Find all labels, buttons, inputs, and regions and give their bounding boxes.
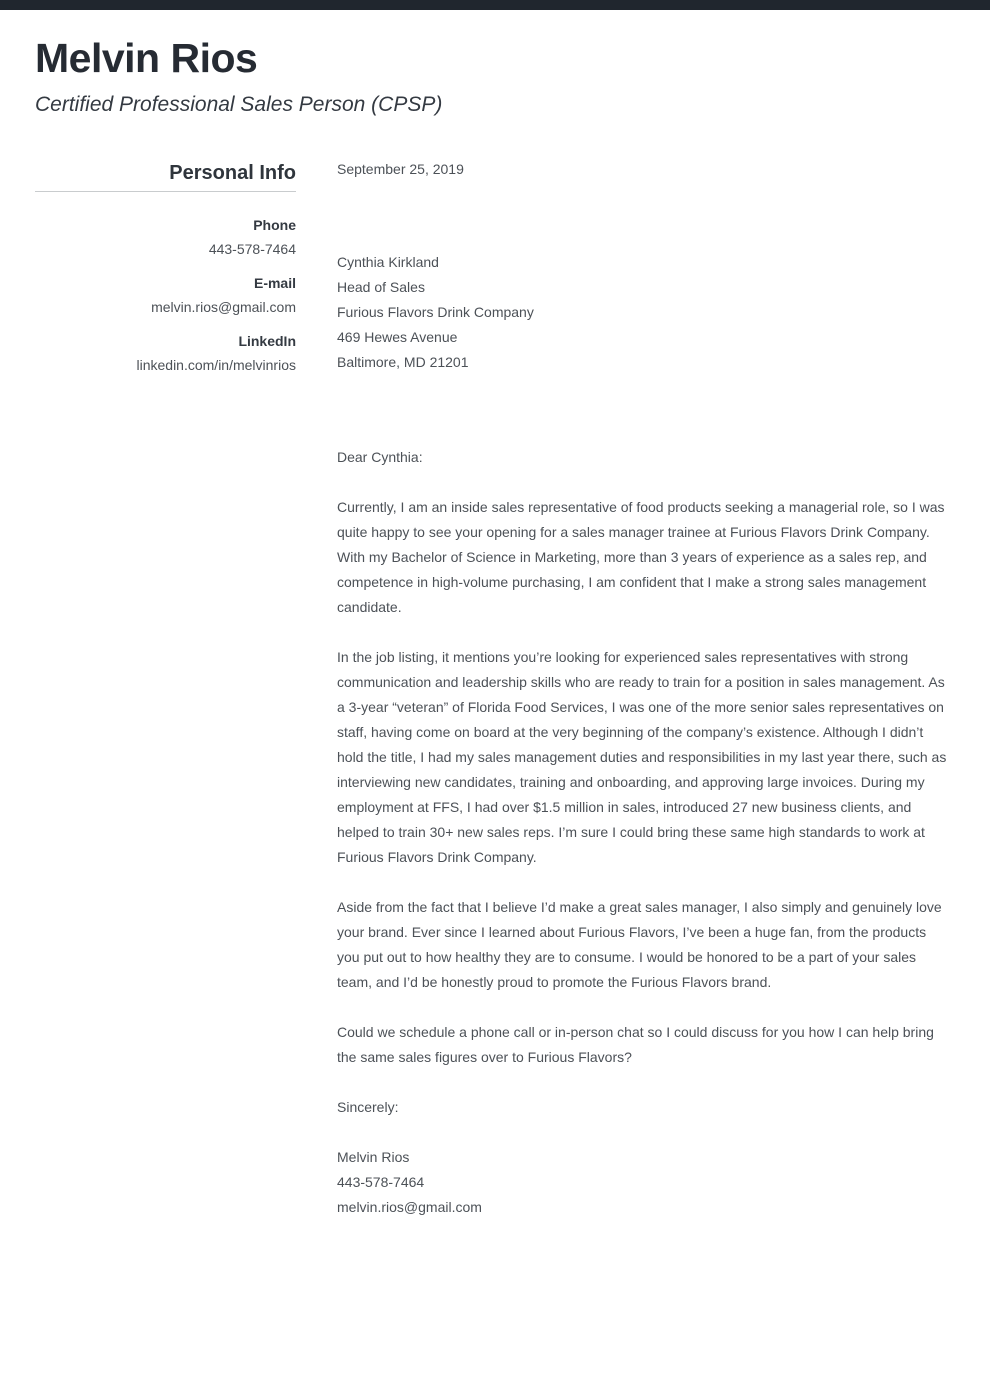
signature-email: melvin.rios@gmail.com <box>337 1199 482 1215</box>
email-label: E-mail <box>253 275 296 291</box>
letter-date: September 25, 2019 <box>337 161 464 177</box>
paragraph-3: Aside from the fact that I believe I’d make a great sales manager, I also simply and genuinely love your brand. Ever since I learned about Furious Flavors, I’ve been a huge fan, from the products you put out to how healthy they are to consume. I would be honored to be a part of your sales team, and I’d be honestly proud to promote the Furious Flavors brand. <box>337 899 942 990</box>
recipient-city: Baltimore, MD 21201 <box>337 354 469 370</box>
info-group-linkedin <box>35 329 296 377</box>
info-group-email <box>35 271 296 319</box>
recipient-name: Cynthia Kirkland <box>337 254 439 270</box>
applicant-name: Melvin Rios <box>35 35 258 81</box>
phone-value: 443-578-7464 <box>208 241 296 257</box>
recipient-company: Furious Flavors Drink Company <box>337 304 534 320</box>
letter-body <box>337 157 952 1220</box>
sidebar-heading: Personal Info <box>35 161 296 192</box>
paragraph-4: Could we schedule a phone call or in-person chat so I could discuss for you how I can help bring the same sales figures over to Furious Flavors? <box>337 1024 934 1065</box>
signature-block <box>337 1145 952 1220</box>
signature-name: Melvin Rios <box>337 1149 410 1165</box>
personal-info-sidebar <box>35 161 296 1220</box>
sidebar-groups <box>35 213 296 377</box>
linkedin-value: linkedin.com/in/melvinrios <box>136 357 296 373</box>
content-columns <box>35 161 952 1220</box>
recipient-block <box>337 250 952 375</box>
recipient-title: Head of Sales <box>337 279 425 295</box>
salutation: Dear Cynthia: <box>337 449 423 465</box>
applicant-title: Certified Professional Sales Person (CPSP) <box>35 93 443 116</box>
phone-label: Phone <box>253 217 296 233</box>
info-group-phone <box>35 213 296 261</box>
accent-top-bar <box>0 0 990 10</box>
paragraph-1: Currently, I am an inside sales representative of food products seeking a managerial role, so I was quite happy to see your opening for a sales manager trainee at Furious Flavors Drink Company. With my Bachelor of Science in Marketing, more than 3 years of experience as a sales rep, and competence in high-volume purchasing, I am confident that I make a strong sales management candidate. <box>337 499 945 615</box>
email-value: melvin.rios@gmail.com <box>151 299 296 315</box>
linkedin-label: LinkedIn <box>238 333 296 349</box>
letter-header <box>35 36 952 117</box>
recipient-street: 469 Hewes Avenue <box>337 329 458 345</box>
closing-line: Sincerely: <box>337 1099 399 1115</box>
paragraph-2: In the job listing, it mentions you’re looking for experienced sales representatives with strong communication and leadership skills who are ready to train for a position in sales management. As a 3-year “veteran” of Florida Food Services, I was one of the more senior sales representatives on staff, having come on board at the very beginning of the company’s existence. Although I didn’t hold the title, I had my sales management duties and responsibilities in my last year there, such as interviewing new candidates, training and onboarding, and approving large invoices. During my employment at FFS, I had over $1.5 million in sales, introduced 27 new business clients, and helped to train 30+ new sales reps. I’m sure I could bring these same high standards to work at Furious Flavors Drink Company. <box>337 649 947 865</box>
signature-phone: 443-578-7464 <box>337 1174 425 1190</box>
